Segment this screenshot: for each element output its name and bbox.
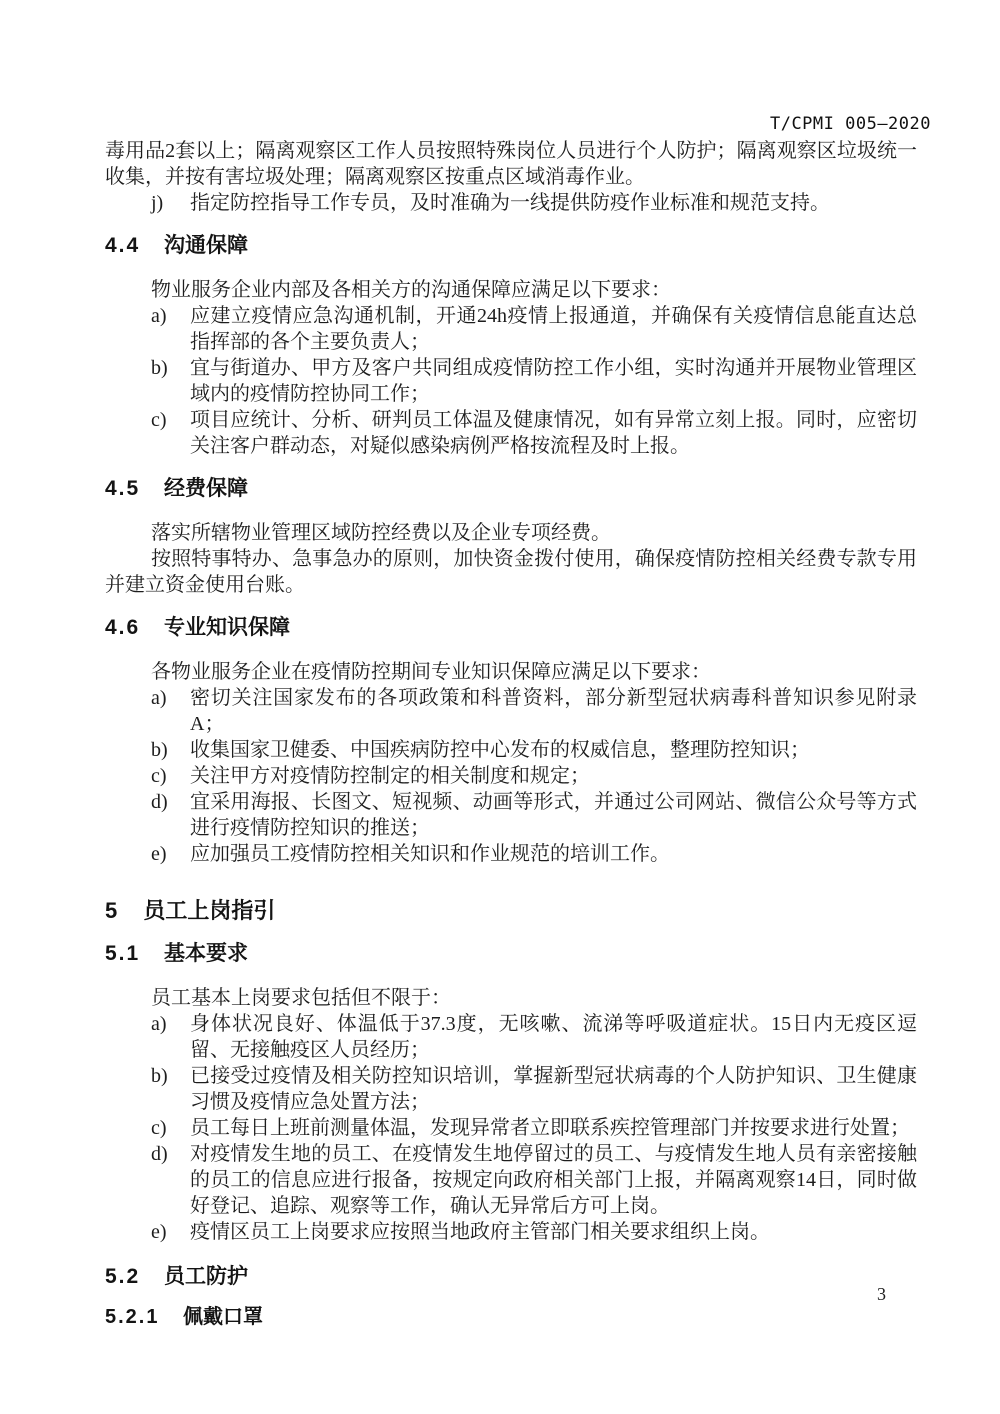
section-heading-4-5 — [105, 475, 917, 502]
list-item-text: 指定防控指导工作专员，及时准确为一线提供防疫作业标准和规范支持。 — [190, 192, 830, 214]
list-item — [105, 763, 917, 789]
page-number: 3 — [877, 1284, 886, 1304]
section-title: 专业知识保障 — [164, 616, 291, 639]
list-item-marker: e) — [151, 1221, 167, 1243]
section-number: 4.4 — [105, 234, 141, 257]
list-item — [105, 355, 917, 407]
section-heading-4-6 — [105, 614, 917, 641]
list-item-text: 疫情区员工上岗要求应按照当地政府主管部门相关要求组织上岗。 — [190, 1221, 770, 1243]
section-title: 员工防护 — [164, 1265, 249, 1288]
list-item-marker: c) — [151, 409, 167, 431]
section-title: 沟通保障 — [164, 234, 249, 257]
list-item — [105, 1011, 917, 1063]
section-number: 4.5 — [105, 477, 141, 500]
list-item-text: 应建立疫情应急沟通机制，开通24h疫情上报通道，并确保有关疫情信息能直达总指挥部的各个主要负责人； — [190, 305, 917, 353]
list-item — [105, 789, 917, 841]
list-item — [105, 1141, 917, 1219]
intro-paragraph: 各物业服务企业在疫情防控期间专业知识保障应满足以下要求： — [151, 661, 711, 683]
carryover-paragraph: 毒用品2套以上；隔离观察区工作人员按照特殊岗位人员进行个人防护；隔离观察区垃圾统一收集，并按有害垃圾处理；隔离观察区按重点区域消毒作业。 — [105, 140, 917, 188]
list-item — [105, 1219, 917, 1245]
list-item-text: 宜采用海报、长图文、短视频、动画等形式，并通过公司网站、微信公众号等方式进行疫情防控知识的推送； — [190, 791, 917, 839]
section-title: 经费保障 — [164, 477, 249, 500]
list-item-marker: d) — [151, 1143, 168, 1165]
section-title: 佩戴口罩 — [183, 1306, 264, 1328]
section-heading-5-1 — [105, 940, 917, 967]
intro-paragraph: 员工基本上岗要求包括但不限于： — [151, 987, 451, 1009]
list-item-marker: b) — [151, 739, 168, 761]
list-item-text: 项目应统计、分析、研判员工体温及健康情况，如有异常立刻上报。同时，应密切关注客户群动态，对疑似感染病例严格按流程及时上报。 — [190, 409, 917, 457]
list-item — [105, 841, 917, 867]
section-title: 基本要求 — [164, 942, 249, 965]
list-item-j — [105, 190, 917, 216]
list-item-text: 收集国家卫健委、中国疾病防控中心发布的权威信息，整理防控知识； — [190, 739, 810, 761]
list-item-text: 员工每日上班前测量体温，发现异常者立即联系疾控管理部门并按要求进行处置； — [190, 1117, 910, 1139]
doc-code-header: T/CPMI 005—2020 — [769, 114, 931, 134]
chapter-number: 5 — [105, 898, 120, 923]
section-heading-5-2 — [105, 1263, 917, 1290]
list-item-text: 身体状况良好、体温低于37.3度，无咳嗽、流涕等呼吸道症状。15日内无疫区逗留、无接触疫区人员经历； — [190, 1013, 917, 1061]
list-item-marker: c) — [151, 765, 167, 787]
section-number: 5.2 — [105, 1265, 141, 1288]
intro-paragraph: 物业服务企业内部及各相关方的沟通保障应满足以下要求： — [151, 279, 671, 301]
list-item-marker: d) — [151, 791, 168, 813]
section-heading-5-2-1 — [105, 1304, 917, 1331]
list-item — [105, 1115, 917, 1141]
list-item-marker: b) — [151, 357, 168, 379]
list-item-marker: a) — [151, 1013, 167, 1035]
list-item-marker: a) — [151, 305, 167, 327]
list-item-text: 已接受过疫情及相关防控知识培训，掌握新型冠状病毒的个人防护知识、卫生健康习惯及疫情应急处置方法； — [190, 1065, 917, 1113]
list-item-text: 关注甲方对疫情防控制定的相关制度和规定； — [190, 765, 590, 787]
list-item — [105, 737, 917, 763]
list-item — [105, 407, 917, 459]
list-item-text: 密切关注国家发布的各项政策和科普资料，部分新型冠状病毒科普知识参见附录A； — [190, 687, 917, 735]
page-body — [105, 138, 917, 1331]
body-paragraph: 落实所辖物业管理区域防控经费以及企业专项经费。 — [151, 522, 611, 544]
chapter-heading-5 — [105, 897, 917, 924]
list-item-text: 宜与街道办、甲方及客户共同组成疫情防控工作小组，实时沟通并开展物业管理区域内的疫情防控协同工作； — [190, 357, 917, 405]
list-item-marker: b) — [151, 1065, 168, 1087]
list-item — [105, 1063, 917, 1115]
list-item — [105, 685, 917, 737]
section-number: 4.6 — [105, 616, 141, 639]
list-item-marker: c) — [151, 1117, 167, 1139]
list-item-marker: a) — [151, 687, 167, 709]
section-number: 5.1 — [105, 942, 141, 965]
list-item-text: 对疫情发生地的员工、在疫情发生地停留过的员工、与疫情发生地人员有亲密接触的员工的信息应进行报备，按规定向政府相关部门上报，并隔离观察14日，同时做好登记、追踪、观察等工作，确认无异常后方可上岗。 — [190, 1143, 917, 1217]
chapter-title: 员工上岗指引 — [143, 898, 276, 923]
section-heading-4-4 — [105, 232, 917, 259]
list-item-marker: e) — [151, 843, 167, 865]
list-item-text: 应加强员工疫情防控相关知识和作业规范的培训工作。 — [190, 843, 670, 865]
section-number: 5.2.1 — [105, 1306, 160, 1328]
list-item — [105, 303, 917, 355]
list-item-marker: j) — [151, 192, 164, 214]
body-paragraph: 按照特事特办、急事急办的原则，加快资金拨付使用，确保疫情防控相关经费专款专用并建立资金使用台账。 — [105, 548, 917, 596]
